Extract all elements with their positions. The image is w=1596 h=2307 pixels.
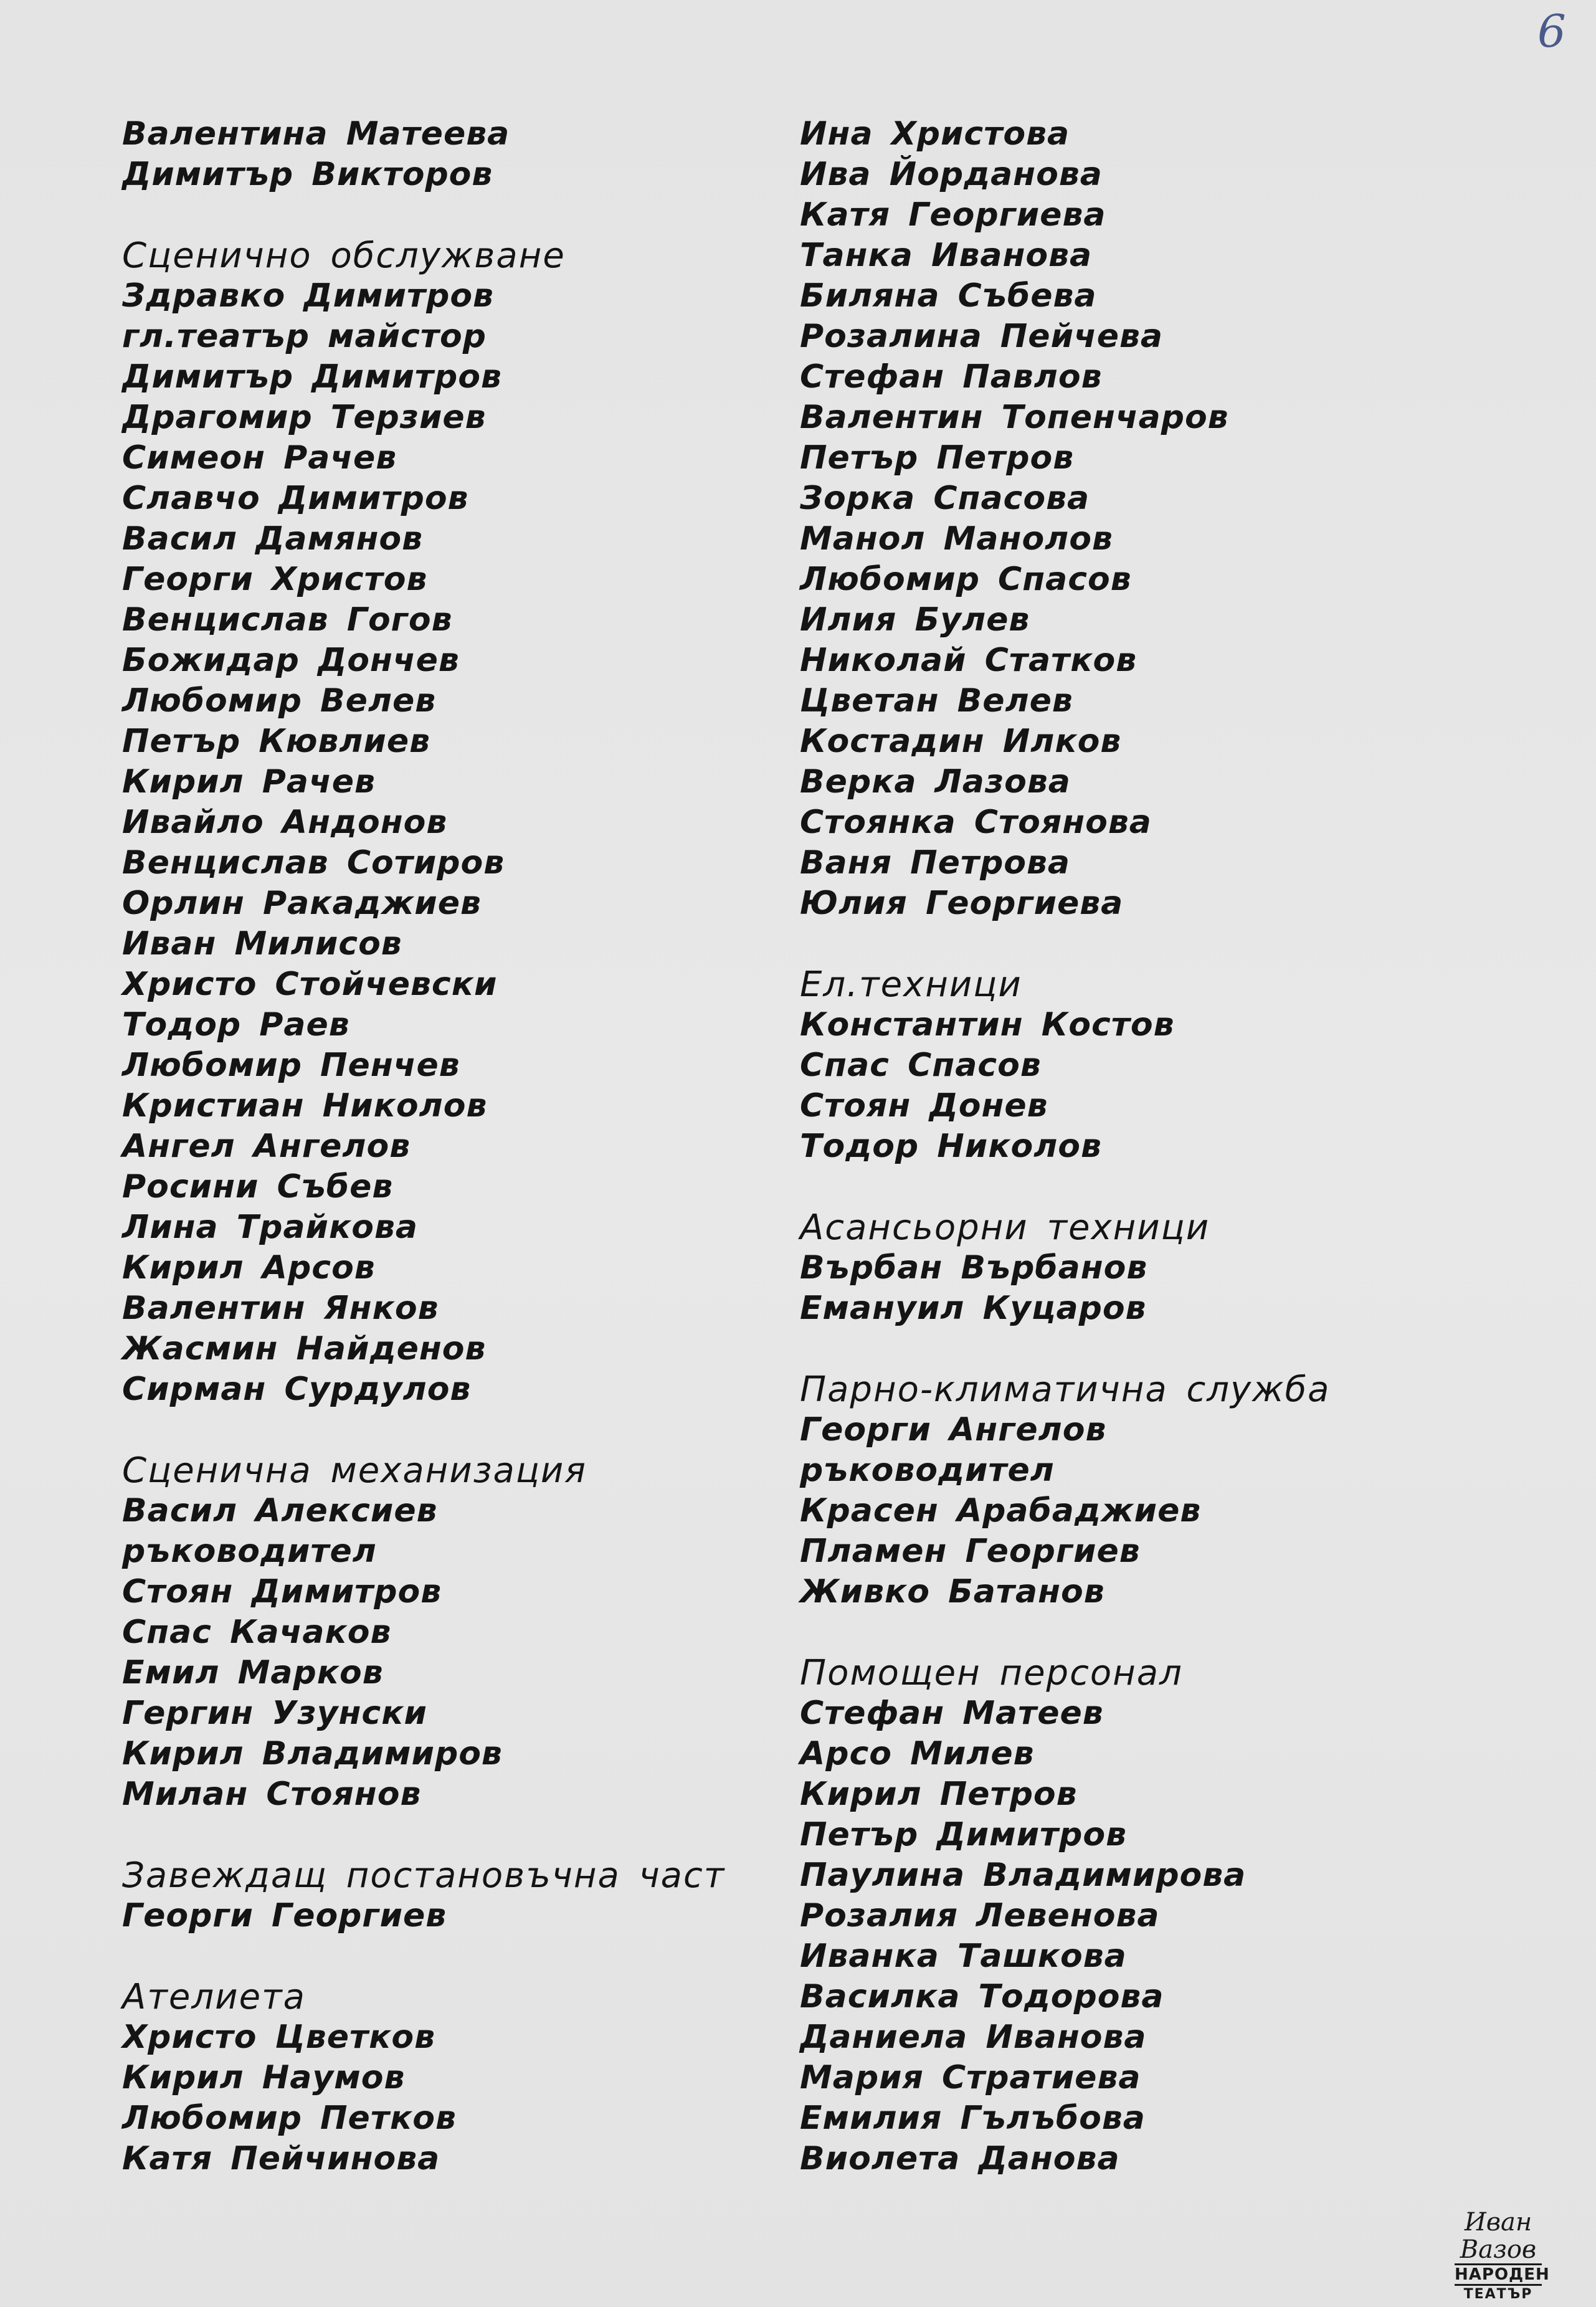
staff-name: Лина Трайкова: [122, 1209, 418, 1246]
staff-name: Валентин Янков: [122, 1290, 439, 1327]
staff-name: Иванка Ташкова: [800, 1938, 1127, 1975]
staff-name: Спас Качаков: [122, 1614, 392, 1651]
staff-name: Любомир Петков: [122, 2100, 457, 2137]
staff-name: Георги Христов: [122, 561, 428, 598]
staff-section: [800, 1207, 1485, 1329]
logo-line-1: НАРОДЕН: [1455, 2263, 1542, 2286]
left-column: [122, 114, 807, 2179]
section-heading: Помощен персонал: [800, 1653, 1183, 1693]
staff-name: Валентин Топенчаров: [800, 399, 1229, 436]
staff-name: Ангел Ангелов: [122, 1128, 411, 1165]
staff-name: Стефан Матеев: [800, 1695, 1104, 1732]
staff-name: Виолета Данова: [800, 2140, 1120, 2177]
staff-name: Кирил Арсов: [122, 1249, 376, 1287]
national-theatre-logo: [1455, 2208, 1550, 2302]
staff-name: Христо Цветков: [122, 2019, 436, 2056]
staff-name: Танка Иванова: [800, 237, 1093, 274]
staff-name: Зорка Спасова: [800, 480, 1090, 517]
staff-name: Константин Костов: [800, 1006, 1175, 1044]
staff-name: Василка Тодорова: [800, 1978, 1164, 2015]
staff-name: гл.театър майстор: [122, 318, 487, 355]
staff-name: Красен Арабаджиев: [800, 1492, 1202, 1529]
staff-name: Катя Пейчинова: [122, 2140, 440, 2177]
staff-name: Пламен Георгиев: [800, 1533, 1141, 1570]
staff-name: Емил Марков: [122, 1654, 384, 1691]
staff-section: [122, 1855, 807, 1936]
staff-name: Димитър Димитров: [122, 358, 502, 396]
staff-name: Венцислав Сотиров: [122, 844, 505, 882]
staff-name: Мария Стратиева: [800, 2059, 1141, 2096]
staff-name: Орлин Ракаджиев: [122, 885, 482, 922]
staff-name: Кирил Владимиров: [122, 1735, 503, 1772]
staff-name: Биляна Събева: [800, 277, 1097, 315]
staff-name: Ина Христова: [800, 115, 1070, 153]
section-heading: Ел.техници: [800, 964, 1022, 1005]
staff-name: Тодор Николов: [800, 1128, 1102, 1165]
staff-name: Георги Ангелов: [800, 1411, 1107, 1448]
section-heading: Завеждащ постановъчна част: [122, 1855, 726, 1896]
staff-section: [122, 114, 807, 195]
staff-name: Димитър Викторов: [122, 156, 493, 193]
staff-name: Даниела Иванова: [800, 2019, 1147, 2056]
staff-name: Тодор Раев: [122, 1006, 350, 1044]
staff-name: Манол Манолов: [800, 520, 1113, 558]
staff-name: Върбан Върбанов: [800, 1249, 1148, 1287]
staff-name: Петър Петров: [800, 439, 1075, 477]
staff-section: [800, 964, 1485, 1167]
staff-name: Стоянка Стоянова: [800, 804, 1152, 841]
staff-name: Венцислав Гогов: [122, 601, 453, 639]
staff-name: Цветан Велев: [800, 682, 1073, 720]
staff-name: Стоян Донев: [800, 1087, 1048, 1125]
staff-name: Паулина Владимирова: [800, 1857, 1247, 1894]
section-heading: Парно-климатична служба: [800, 1369, 1331, 1410]
staff-section: [800, 1653, 1485, 2179]
staff-name: Любомир Пенчев: [122, 1047, 460, 1084]
section-heading: Асансьорни техници: [800, 1207, 1210, 1248]
staff-name: Емануил Куцаров: [800, 1290, 1147, 1327]
staff-name: Ваня Петрова: [800, 844, 1071, 882]
staff-name: Кирил Петров: [800, 1776, 1078, 1813]
staff-name: Кристиан Николов: [122, 1087, 488, 1125]
staff-name: Розалина Пейчева: [800, 318, 1163, 355]
staff-name: Жасмин Найденов: [122, 1330, 487, 1368]
staff-name: Петър Димитров: [800, 1816, 1128, 1853]
staff-name: Георги Георгиев: [122, 1897, 447, 1934]
staff-name: Валентина Матеева: [122, 115, 510, 153]
staff-name: Розалия Левенова: [800, 1897, 1160, 1934]
staff-name: Любомир Велев: [122, 682, 437, 720]
staff-name: Стоян Димитров: [122, 1573, 442, 1610]
staff-name: Стефан Павлов: [800, 358, 1103, 396]
staff-name: Васил Дамянов: [122, 520, 424, 558]
staff-name: Кирил Наумов: [122, 2059, 406, 2096]
staff-name: Милан Стоянов: [122, 1776, 422, 1813]
staff-section: [800, 1369, 1485, 1612]
section-heading: Ателиета: [122, 1977, 306, 2017]
section-heading: Сценична механизация: [122, 1450, 587, 1491]
staff-name: Емилия Гълъбова: [800, 2100, 1146, 2137]
staff-name: Кирил Рачев: [122, 763, 376, 801]
staff-name: Гергин Узунски: [122, 1695, 427, 1732]
staff-name: Симеон Рачев: [122, 439, 397, 477]
staff-name: ръководител: [122, 1533, 377, 1570]
staff-name: ръководител: [800, 1452, 1055, 1489]
staff-name: Петър Кювлиев: [122, 723, 430, 760]
staff-name: Любомир Спасов: [800, 561, 1132, 598]
staff-name: Божидар Дончев: [122, 642, 460, 679]
staff-name: Арсо Милев: [800, 1735, 1035, 1772]
staff-name: Ивайло Андонов: [122, 804, 448, 841]
staff-name: Илия Булев: [800, 601, 1030, 639]
staff-name: Верка Лазова: [800, 763, 1071, 801]
staff-name: Росини Събев: [122, 1168, 394, 1206]
staff-name: Здравко Димитров: [122, 277, 494, 315]
logo-script-text: Иван Вазов: [1460, 2208, 1537, 2264]
staff-name: Костадин Илков: [800, 723, 1122, 760]
staff-name: Ива Йорданова: [800, 156, 1103, 193]
section-heading: Сценично обслужване: [122, 235, 566, 276]
staff-name: Сирман Сурдулов: [122, 1371, 472, 1408]
staff-name: Васил Алексиев: [122, 1492, 438, 1529]
staff-name: Катя Георгиева: [800, 196, 1106, 234]
staff-name: Славчо Димитров: [122, 480, 469, 517]
staff-name: Николай Статков: [800, 642, 1138, 679]
staff-section: [122, 1450, 807, 1815]
right-column: [800, 114, 1485, 2179]
staff-section: [122, 235, 807, 1410]
staff-name: Спас Спасов: [800, 1047, 1042, 1084]
staff-name: Христо Стойчевски: [122, 966, 498, 1003]
logo-line-2: ТЕАТЪР: [1463, 2286, 1533, 2302]
page-number: 6: [1537, 5, 1566, 57]
staff-name: Юлия Георгиева: [800, 885, 1124, 922]
staff-name: Драгомир Терзиев: [122, 399, 487, 436]
staff-name: Живко Батанов: [800, 1573, 1105, 1610]
staff-section: [800, 114, 1485, 924]
staff-section: [122, 1977, 807, 2179]
staff-name: Иван Милисов: [122, 925, 402, 963]
